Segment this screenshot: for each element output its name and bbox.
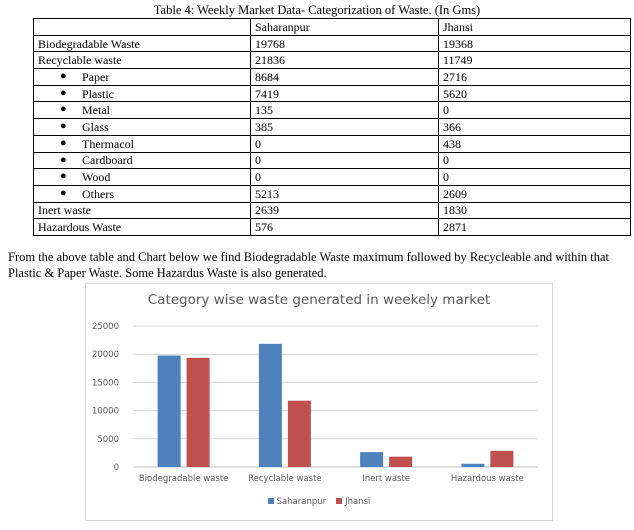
subcategory-cell [34, 69, 251, 86]
saharanpur-value: 0 [251, 152, 439, 169]
category-label: Wood [82, 170, 111, 185]
subcategory-cell [34, 85, 251, 102]
table-row [34, 35, 631, 52]
table-row [34, 119, 631, 136]
bar-jhansi-1 [288, 401, 311, 467]
jhansi-value: 1830 [439, 202, 631, 219]
category-label: Paper [82, 69, 110, 84]
jhansi-value: 2716 [439, 69, 631, 86]
subcategory-cell [34, 185, 251, 202]
category-label: Inert waste [34, 202, 251, 219]
bar-chart [86, 284, 552, 520]
saharanpur-value: 19768 [251, 35, 439, 52]
legend-item [336, 497, 370, 507]
saharanpur-value: 576 [251, 219, 439, 236]
x-tick-label: Inert waste [362, 474, 411, 484]
bar-jhansi-2 [389, 457, 412, 467]
saharanpur-value: 385 [251, 119, 439, 136]
y-tick-label: 5000 [97, 434, 119, 445]
jhansi-value: 0 [439, 152, 631, 169]
saharanpur-value: 5213 [251, 185, 439, 202]
table-caption: Table 4: Weekly Market Data- Categorization of Waste. (In Gms) [153, 3, 481, 17]
saharanpur-value: 2639 [251, 202, 439, 219]
jhansi-value: 0 [439, 169, 631, 186]
subcategory-cell [34, 152, 251, 169]
jhansi-value: 438 [439, 135, 631, 152]
saharanpur-value: 135 [251, 102, 439, 119]
jhansi-value: 0 [439, 102, 631, 119]
category-label: Cardboard [82, 153, 133, 168]
category-label: Glass [82, 119, 109, 134]
subcategory-cell [34, 102, 251, 119]
y-tick-label: 10000 [91, 406, 119, 417]
subcategory-cell [34, 169, 251, 186]
x-tick-label: Hazardous waste [450, 474, 524, 484]
legend-label: Saharanpur [276, 497, 327, 507]
category-label: Biodegradable Waste [34, 35, 251, 52]
jhansi-value: 2609 [439, 185, 631, 202]
chart-container [85, 283, 553, 521]
bullet-icon: ● [60, 153, 67, 166]
table-row [34, 135, 631, 152]
table-row [34, 185, 631, 202]
bar-jhansi-3 [490, 451, 513, 467]
y-tick-label: 20000 [91, 350, 119, 361]
jhansi-value: 5620 [439, 85, 631, 102]
bullet-icon: ● [60, 170, 67, 183]
category-label: Metal [82, 103, 110, 118]
subcategory-cell [34, 135, 251, 152]
category-label: Recyclable waste [34, 52, 251, 69]
saharanpur-value: 8684 [251, 69, 439, 86]
y-tick-label: 0 [113, 463, 119, 473]
waste-table [33, 18, 631, 236]
jhansi-value: 19368 [439, 35, 631, 52]
table-row [34, 52, 631, 69]
x-tick-label: Recyclable waste [248, 474, 322, 484]
saharanpur-value: 0 [251, 135, 439, 152]
chart-title: Category wise waste generated in weekely market [147, 292, 491, 308]
table-row [34, 85, 631, 102]
bullet-icon: ● [60, 136, 67, 149]
table-header-cell: Saharanpur [251, 19, 439, 36]
bullet-icon: ● [60, 120, 67, 133]
y-tick-label: 25000 [91, 322, 119, 332]
bar-saharanpur-1 [259, 344, 282, 467]
category-label: Others [82, 186, 114, 201]
saharanpur-value: 7419 [251, 85, 439, 102]
y-tick-label: 15000 [91, 378, 119, 389]
table-row [34, 69, 631, 86]
table-row [34, 102, 631, 119]
table-header-row [34, 19, 631, 36]
table-row [34, 152, 631, 169]
table-header-cell: Jhansi [439, 19, 631, 36]
legend-swatch [268, 498, 274, 504]
saharanpur-value: 0 [251, 169, 439, 186]
subcategory-cell [34, 119, 251, 136]
bullet-icon: ● [60, 70, 67, 83]
jhansi-value: 366 [439, 119, 631, 136]
table-row [34, 219, 631, 236]
table-row [34, 202, 631, 219]
table-row [34, 169, 631, 186]
jhansi-value: 2871 [439, 219, 631, 236]
category-label: Plastic [82, 86, 114, 101]
saharanpur-value: 21836 [251, 52, 439, 69]
x-tick-label: Biodegradable waste [138, 474, 229, 484]
table-header-cell [34, 19, 251, 36]
legend-swatch [336, 498, 342, 504]
bullet-icon: ● [60, 86, 67, 99]
bar-saharanpur-2 [360, 452, 383, 467]
jhansi-value: 11749 [439, 52, 631, 69]
chart-legend [86, 497, 552, 507]
bullet-icon: ● [60, 186, 67, 199]
legend-label: Jhansi [345, 497, 371, 507]
category-label: Hazardous Waste [34, 219, 251, 236]
bullet-icon: ● [60, 103, 67, 116]
legend-item [268, 497, 327, 507]
category-label: Thermacol [82, 136, 134, 151]
bar-saharanpur-3 [461, 464, 484, 467]
body-paragraph: From the above table and Chart below we find Biodegradable Waste maximum followed by Recycleable and within that Plastic & Paper Waste. Some Hazardus Waste is also generated. [8, 250, 610, 280]
bar-jhansi-0 [187, 358, 210, 467]
bar-saharanpur-0 [158, 356, 181, 467]
